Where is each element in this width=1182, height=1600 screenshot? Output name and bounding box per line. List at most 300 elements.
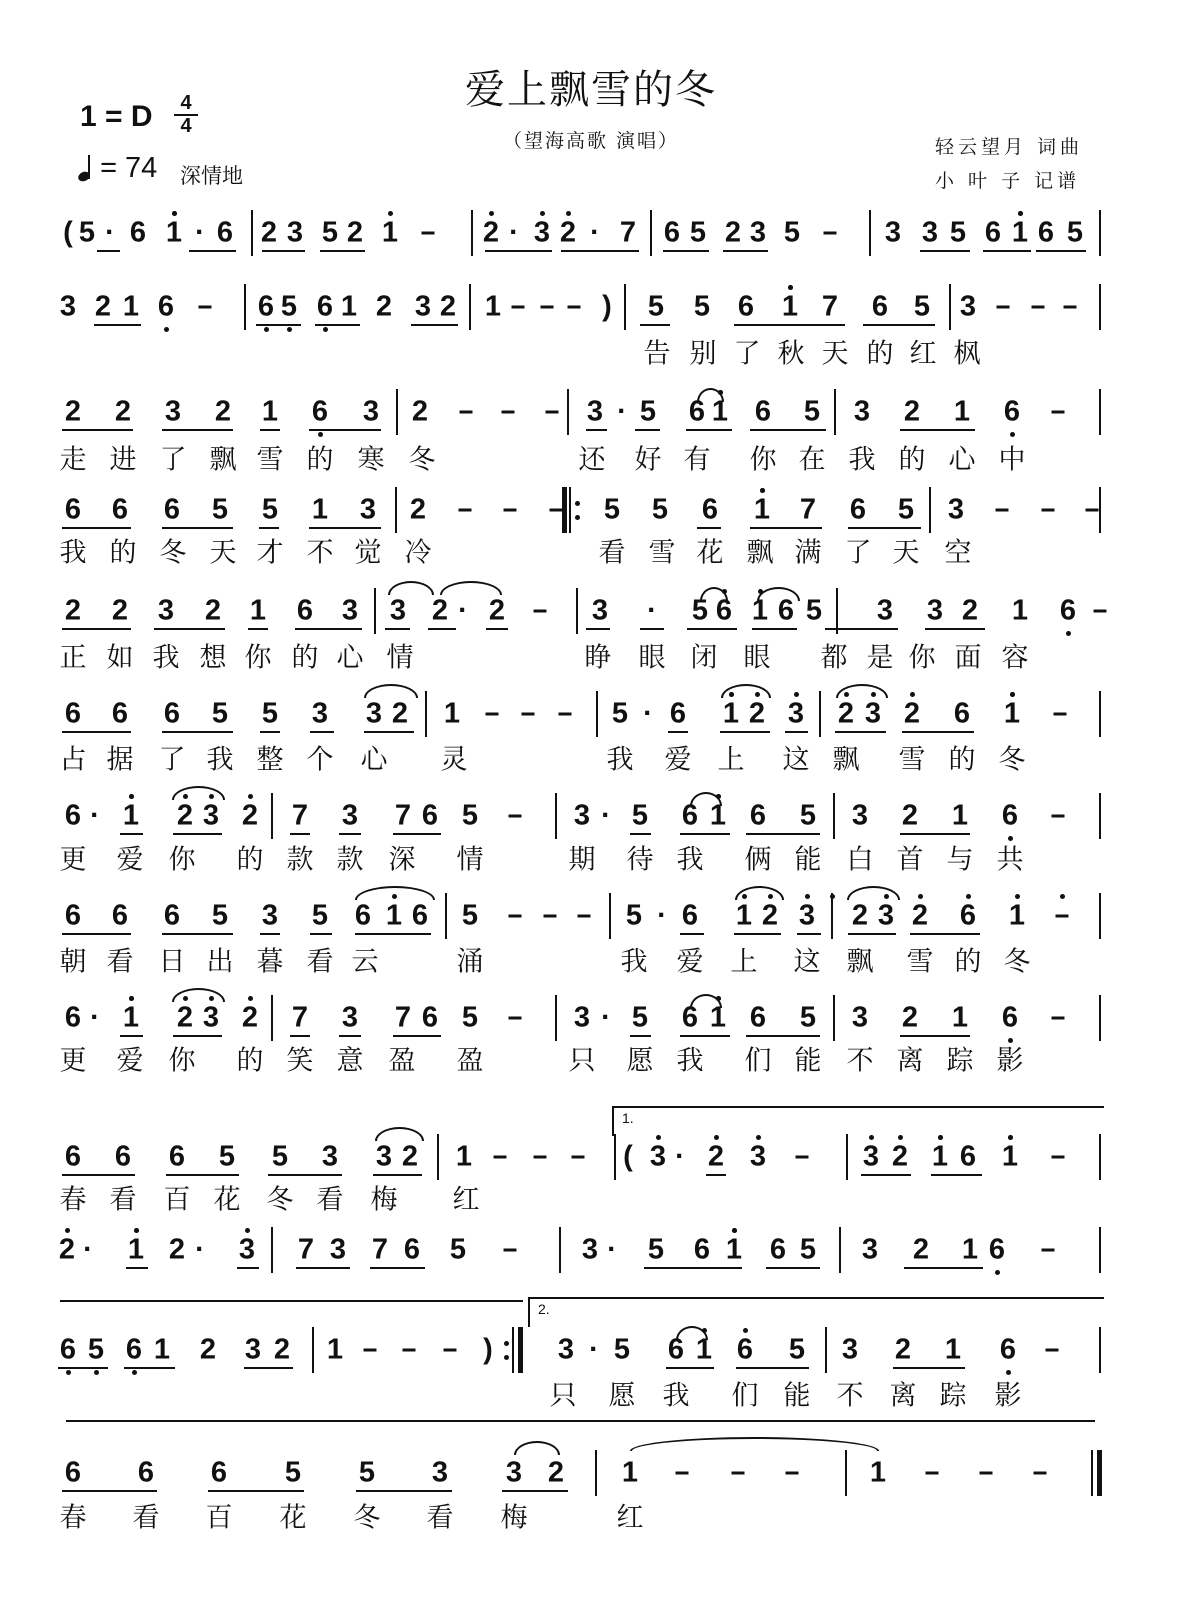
extension-dash xyxy=(460,411,473,414)
note: 6 xyxy=(64,697,82,730)
note: 1 xyxy=(153,1333,171,1366)
repeat-dot xyxy=(575,501,580,506)
extension-dash xyxy=(512,306,525,309)
note: 3 xyxy=(787,697,805,730)
beam-underline xyxy=(900,1035,970,1037)
song-title: 爱上飘雪的冬 xyxy=(465,67,717,113)
lyric-char: 这 xyxy=(782,744,810,776)
lyric-char: 离 xyxy=(889,1380,917,1412)
lyric-char: 进 xyxy=(109,444,137,476)
note: 3 xyxy=(286,216,304,249)
note: 5 xyxy=(639,395,657,428)
lyric-char: 冬 xyxy=(408,444,436,476)
extension-dash xyxy=(509,1017,522,1020)
high-octave-dot xyxy=(1018,211,1023,216)
lyric-char: 都 xyxy=(820,642,848,674)
note: 6 xyxy=(421,799,439,832)
extension-dash xyxy=(980,1472,993,1475)
note: 5 xyxy=(611,697,629,730)
extension-dash xyxy=(1032,306,1045,309)
lyric-char: 心 xyxy=(948,444,976,476)
note: 3 xyxy=(557,1333,575,1366)
lyric-char: 花 xyxy=(213,1184,241,1216)
note: 3 xyxy=(884,216,902,249)
note: 1 xyxy=(781,290,799,323)
barline xyxy=(271,793,273,839)
note: 1 xyxy=(1011,216,1029,249)
barline xyxy=(576,588,578,634)
beam-underline xyxy=(687,628,737,630)
lyric-char: 云 xyxy=(351,946,379,978)
note: 2 xyxy=(488,594,506,627)
beam-underline xyxy=(162,429,233,431)
note: 6 xyxy=(1037,216,1055,249)
barline xyxy=(1099,893,1101,939)
beam-underline xyxy=(295,628,362,630)
lyric-char: 飘 xyxy=(832,744,860,776)
note: 6 xyxy=(111,899,129,932)
augmentation-dot: · xyxy=(647,594,657,627)
note: 3 xyxy=(202,799,220,832)
note: 5 xyxy=(218,1140,236,1173)
high-octave-dot xyxy=(830,894,835,899)
lyric-char: 待 xyxy=(626,844,654,876)
lyric-char: 暮 xyxy=(256,946,284,978)
note: 6 xyxy=(681,899,699,932)
lyric-char: 我 xyxy=(206,744,234,776)
barline xyxy=(271,995,273,1041)
note: 2 xyxy=(273,1333,291,1366)
high-octave-dot xyxy=(134,1228,139,1233)
extension-dash xyxy=(572,1156,585,1159)
lyric-char: 雪 xyxy=(256,444,284,476)
beam-underline xyxy=(931,1174,982,1176)
note: 2 xyxy=(901,799,919,832)
lyric-char: 了 xyxy=(733,338,761,370)
note: 6 xyxy=(736,1333,754,1366)
note: 5 xyxy=(449,1233,467,1266)
note: 5 xyxy=(271,1140,289,1173)
beam-underline xyxy=(746,833,820,835)
extension-dash xyxy=(926,1472,939,1475)
beam-underline xyxy=(260,933,280,935)
note: 1 xyxy=(385,899,403,932)
augmentation-dot: · xyxy=(90,799,100,832)
lyric-char: 出 xyxy=(206,946,234,978)
note: 3 xyxy=(851,799,869,832)
tie-slur xyxy=(630,1437,879,1451)
lyric-char: 冬 xyxy=(998,744,1026,776)
lyric-char: 据 xyxy=(106,744,134,776)
extension-dash xyxy=(541,306,554,309)
lyric-char: 影 xyxy=(994,1380,1022,1412)
note: 3 xyxy=(244,1333,262,1366)
note: 5 xyxy=(799,1233,817,1266)
note: 1 xyxy=(122,1001,140,1034)
barline xyxy=(469,284,471,330)
note: 3 xyxy=(321,1140,339,1173)
note: 3 xyxy=(798,899,816,932)
note: 2 xyxy=(707,1140,725,1173)
note: 1 xyxy=(1001,1140,1019,1173)
note: 1 xyxy=(443,697,461,730)
beam-underline xyxy=(586,429,607,431)
note: 3 xyxy=(851,1001,869,1034)
note: 3 xyxy=(311,697,329,730)
beam-underline xyxy=(120,1035,143,1037)
low-octave-dot xyxy=(1006,1370,1011,1375)
note: 7 xyxy=(394,1001,412,1034)
beam-underline xyxy=(162,731,233,733)
beam-underline xyxy=(97,250,120,252)
note: 1 xyxy=(869,1456,887,1489)
repeat-end-thick xyxy=(518,1327,523,1373)
volta-number: 2. xyxy=(538,1301,550,1317)
beam-underline xyxy=(173,1035,222,1037)
beam-underline xyxy=(723,250,768,252)
note: 5 xyxy=(651,493,669,526)
lyric-char: 春 xyxy=(59,1502,87,1534)
beam-underline xyxy=(256,324,301,326)
lyric-char: 红 xyxy=(616,1502,644,1534)
extension-dash xyxy=(199,306,212,309)
note: 5 xyxy=(799,799,817,832)
lyric-char: 情 xyxy=(456,844,484,876)
note: 1 xyxy=(1011,594,1029,627)
note: 5 xyxy=(358,1456,376,1489)
lyric-char: 春 xyxy=(59,1184,87,1216)
high-octave-dot xyxy=(65,1228,70,1233)
note: 3 xyxy=(59,290,77,323)
lyric-char: 能 xyxy=(794,1045,822,1077)
note: 1 xyxy=(944,1333,962,1366)
lyric-char: 了 xyxy=(158,744,186,776)
note: 6 xyxy=(849,493,867,526)
note: 3 xyxy=(365,697,383,730)
extension-dash xyxy=(1046,1349,1059,1352)
lyric-char: 眼 xyxy=(743,642,771,674)
low-octave-dot xyxy=(164,327,169,332)
performer-subtitle: （望海高歌 演唱） xyxy=(502,130,680,152)
lyric-char: 冬 xyxy=(353,1502,381,1534)
augmentation-dot: · xyxy=(105,216,115,249)
note: 1 xyxy=(311,493,329,526)
extension-dash xyxy=(1052,815,1065,818)
lyric-char: 的 xyxy=(898,444,926,476)
barline xyxy=(825,1327,827,1373)
note: 7 xyxy=(619,216,637,249)
lyric-char: 只 xyxy=(568,1045,596,1077)
barline xyxy=(595,1450,597,1496)
augmentation-dot: · xyxy=(590,216,600,249)
note: 6 xyxy=(1003,395,1021,428)
note: 5 xyxy=(799,1001,817,1034)
note: 5 xyxy=(78,216,96,249)
lyric-char: 白 xyxy=(846,844,874,876)
lyric-char: 雪 xyxy=(898,744,926,776)
barline xyxy=(1099,284,1101,330)
extension-dash xyxy=(996,509,1009,512)
lyric-char: 我 xyxy=(620,946,648,978)
barline xyxy=(650,210,652,256)
lyric-char: 情 xyxy=(386,642,414,674)
beam-underline xyxy=(385,628,410,630)
note: 3 xyxy=(749,216,767,249)
extension-dash xyxy=(796,1156,809,1159)
tie-slur xyxy=(375,1127,424,1141)
note: 5 xyxy=(461,799,479,832)
note: 1 xyxy=(961,1233,979,1266)
note: 6 xyxy=(129,216,147,249)
note: ( xyxy=(623,1140,633,1173)
volta-number: 1. xyxy=(622,1110,634,1126)
note: 5 xyxy=(613,1333,631,1366)
lyric-char: 离 xyxy=(896,1045,924,1077)
note: 6 xyxy=(157,290,175,323)
beam-underline xyxy=(393,1035,441,1037)
note: 6 xyxy=(64,1140,82,1173)
lyric-char: 冬 xyxy=(266,1184,294,1216)
lyric-char: 冷 xyxy=(404,537,432,569)
note: 2 xyxy=(391,697,409,730)
beam-underline xyxy=(162,527,233,529)
beam-underline xyxy=(339,1035,361,1037)
beam-underline xyxy=(94,324,141,326)
lyric-char: 不 xyxy=(306,537,334,569)
note: 3 xyxy=(414,290,432,323)
note: 3 xyxy=(157,594,175,627)
lyric-char: 看 xyxy=(132,1502,160,1534)
lyric-char: 才 xyxy=(256,537,284,569)
lyric-char: 天 xyxy=(892,537,920,569)
beam-underline xyxy=(126,1267,148,1269)
lyric-char: 飘 xyxy=(209,444,237,476)
note: 1 xyxy=(735,899,753,932)
note: 5 xyxy=(461,899,479,932)
lyric-char: 更 xyxy=(59,844,87,876)
final-barline-thin xyxy=(1091,1450,1093,1496)
extension-dash xyxy=(559,713,572,716)
note: 7 xyxy=(821,290,839,323)
high-octave-dot xyxy=(1010,692,1015,697)
beam-underline xyxy=(893,1367,965,1369)
barline xyxy=(312,1327,314,1373)
barline xyxy=(395,487,397,533)
beam-underline xyxy=(785,731,808,733)
note: 6 xyxy=(693,1233,711,1266)
barline xyxy=(374,588,376,634)
note: 1 xyxy=(953,395,971,428)
lyric-char: 觉 xyxy=(354,537,382,569)
lyric-char: 影 xyxy=(996,1045,1024,1077)
lyric-char: 我 xyxy=(676,844,704,876)
note: 6 xyxy=(257,290,275,323)
beam-underline xyxy=(752,628,797,630)
extension-dash xyxy=(568,306,581,309)
high-octave-dot xyxy=(245,1228,250,1233)
note: 1 xyxy=(249,594,267,627)
low-octave-dot xyxy=(1066,631,1071,636)
lyric-char: 心 xyxy=(336,642,364,674)
note: 6 xyxy=(163,899,181,932)
note: 2 xyxy=(176,799,194,832)
note: 3 xyxy=(586,395,604,428)
tempo-value: = 74 xyxy=(100,152,158,184)
beam-underline xyxy=(835,731,886,733)
note: 5 xyxy=(788,1333,806,1366)
note: 6 xyxy=(1001,799,1019,832)
beam-underline xyxy=(268,1174,342,1176)
lyric-char: 梅 xyxy=(500,1502,528,1534)
barline xyxy=(833,995,835,1041)
lyric-char: 上 xyxy=(717,744,745,776)
note: 5 xyxy=(783,216,801,249)
high-octave-dot xyxy=(743,1328,748,1333)
extension-dash xyxy=(1086,509,1099,512)
lyric-char: 看 xyxy=(316,1184,344,1216)
lyric-char: 占 xyxy=(59,744,87,776)
note: 5 xyxy=(913,290,931,323)
low-octave-dot xyxy=(1008,836,1013,841)
lyric-char: 看 xyxy=(426,1502,454,1534)
barline xyxy=(271,1227,273,1273)
note: 6 xyxy=(959,899,977,932)
beam-underline xyxy=(680,933,704,935)
note: 5 xyxy=(211,493,229,526)
note: 6 xyxy=(1001,1001,1019,1034)
repeat-end-thin xyxy=(512,1327,514,1373)
tempo-marking xyxy=(78,152,157,185)
beam-underline xyxy=(904,1267,983,1269)
beam-underline xyxy=(58,1367,108,1369)
extension-dash xyxy=(504,509,517,512)
note: 2 xyxy=(260,216,278,249)
lyric-char: 心 xyxy=(360,744,388,776)
augmentation-dot: · xyxy=(657,899,667,932)
note: 5 xyxy=(631,1001,649,1034)
lyric-char: 是 xyxy=(866,642,894,674)
barline xyxy=(437,1134,439,1180)
extension-dash xyxy=(550,509,563,512)
note: 6 xyxy=(403,1233,421,1266)
beam-underline xyxy=(686,429,732,431)
lyric-char: 空 xyxy=(944,537,972,569)
beam-underline xyxy=(339,833,361,835)
beam-underline xyxy=(260,429,280,431)
beam-underline xyxy=(309,527,381,529)
barline xyxy=(839,1227,841,1273)
tie-slur xyxy=(364,684,418,698)
lyric-char: 百 xyxy=(163,1184,191,1216)
note: 6 xyxy=(988,1233,1006,1266)
extension-dash xyxy=(534,1156,547,1159)
beam-underline xyxy=(370,1267,425,1269)
note: 1 xyxy=(261,395,279,428)
lyric-char: 的 xyxy=(236,844,264,876)
beam-underline xyxy=(925,628,985,630)
lyric-char: 意 xyxy=(336,1045,364,1077)
lyric-char: 告 xyxy=(643,338,671,370)
lyric-char: 期 xyxy=(568,844,596,876)
lyric-char: 日 xyxy=(158,946,186,978)
note: 3 xyxy=(431,1456,449,1489)
beam-underline xyxy=(697,527,721,529)
lyric-char: 更 xyxy=(59,1045,87,1077)
extension-dash xyxy=(504,1249,517,1252)
beam-underline xyxy=(120,833,143,835)
note: 2 xyxy=(961,594,979,627)
beam-underline xyxy=(502,1490,568,1492)
barline xyxy=(1099,1327,1101,1373)
lyric-char: 看 xyxy=(106,946,134,978)
barline xyxy=(1099,487,1101,533)
note: 2 xyxy=(214,395,232,428)
lyric-char: 枫 xyxy=(953,338,981,370)
lyric-char: 别 xyxy=(689,338,717,370)
quarter-note-icon xyxy=(78,153,92,183)
lyric-char: 的 xyxy=(948,744,976,776)
lyric-char: 百 xyxy=(205,1502,233,1534)
note: 1 xyxy=(621,1456,639,1489)
lyric-char: 灵 xyxy=(440,744,468,776)
note: 5 xyxy=(211,899,229,932)
augmentation-dot: · xyxy=(601,799,611,832)
beam-underline xyxy=(62,1174,135,1176)
beam-underline xyxy=(863,324,935,326)
note: 2 xyxy=(724,216,742,249)
note: 3 xyxy=(864,697,882,730)
barline xyxy=(396,389,398,435)
lyric-char: 寒 xyxy=(357,444,385,476)
note: 6 xyxy=(749,799,767,832)
high-octave-dot xyxy=(1060,894,1065,899)
repeat-start-thick xyxy=(562,487,567,533)
beam-underline xyxy=(668,731,688,733)
barline xyxy=(471,210,473,256)
lyric-char: 你 xyxy=(908,642,936,674)
note: 6 xyxy=(168,1140,186,1173)
high-octave-dot xyxy=(760,488,765,493)
lyric-char: 爱 xyxy=(676,946,704,978)
note: 6 xyxy=(311,395,329,428)
note: 2 xyxy=(64,395,82,428)
beam-underline xyxy=(393,833,441,835)
note: 2 xyxy=(168,1233,186,1266)
note: 1 xyxy=(326,1333,344,1366)
tie-slur xyxy=(721,684,771,698)
lyric-char: 睁 xyxy=(584,642,612,674)
extension-dash xyxy=(1064,306,1077,309)
beam-underline xyxy=(310,731,334,733)
note: 1 xyxy=(1008,899,1026,932)
note: 1 xyxy=(381,216,399,249)
barline xyxy=(949,284,951,330)
time-signature-top: 4 xyxy=(180,92,192,114)
barline xyxy=(596,691,598,737)
lyric-char: 好 xyxy=(634,444,662,476)
note: 6 xyxy=(769,1233,787,1266)
lyric-char: 雪 xyxy=(906,946,934,978)
tie-slur xyxy=(847,886,900,900)
beam-underline xyxy=(189,250,236,252)
expression-marking: 深情地 xyxy=(180,164,243,188)
lyric-char: 花 xyxy=(279,1502,307,1534)
beam-underline xyxy=(666,1367,714,1369)
lyric-char: 的 xyxy=(306,444,334,476)
note: ) xyxy=(602,290,612,323)
extension-dash xyxy=(509,815,522,818)
beam-underline xyxy=(62,1490,157,1492)
